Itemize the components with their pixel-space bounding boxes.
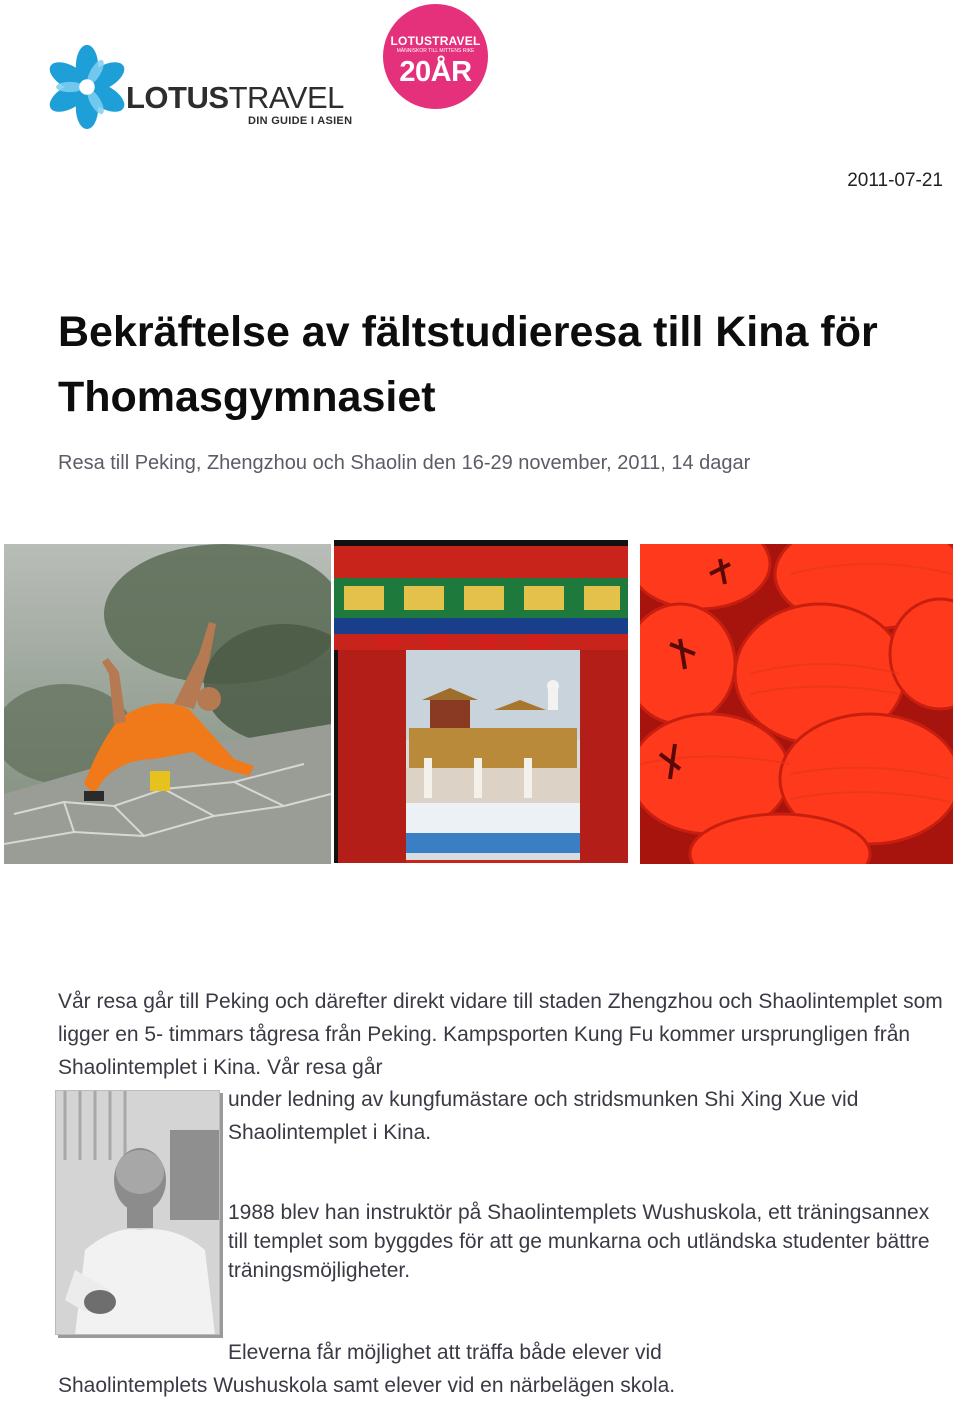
document-subtitle: Resa till Peking, Zhengzhou och Shaolin den 16-29 november, 2011, 14 dagar <box>58 452 751 474</box>
students-paragraph-line-2: Shaolintemplets Wushuskola samt elever vid en närbelägen skola. <box>58 1374 676 1397</box>
lotus-flower-logo-icon <box>44 44 130 130</box>
students-paragraph-line-1: Eleverna får möjlighet att träffa både elever vid <box>228 1341 662 1364</box>
photo-shi-xing-xue <box>55 1090 220 1335</box>
badge-brand: LOTUSTRAVEL <box>390 34 481 48</box>
photo-red-lanterns <box>640 544 953 864</box>
logo-tagline: DIN GUIDE I ASIEN <box>248 115 353 127</box>
company-logo-wordmark <box>126 80 344 116</box>
logo-word-light: TRAVEL <box>228 80 344 115</box>
photo-forbidden-city-gate <box>334 540 628 863</box>
document-date: 2011-07-21 <box>847 170 943 191</box>
intro-paragraph-continued: under ledning av kungfumästare och stridsmunken Shi Xing Xue vid Shaolintemplet i Kina. <box>228 1088 859 1144</box>
logo-word-bold: LOTUS <box>126 80 229 115</box>
intro-paragraph: Vår resa går till Peking och därefter direkt vidare till staden Zhengzhou och Shaolintemplet som ligger en 5- timmars tågresa från Peking. Kampsporten Kung Fu kommer ursprungligen från Shaolintemplet i Kina. Vår resa går <box>58 990 943 1079</box>
instructor-paragraph: 1988 blev han instruktör på Shaolintemplets Wushuskola, ett träningsannex till templet som byggdes för att ge munkarna och utländska studenter bättre träningsmöjligheter. <box>228 1201 930 1282</box>
photo-shaolin-monk <box>4 544 331 864</box>
anniversary-badge <box>383 4 488 109</box>
document-title: Bekräftelse av fältstudieresa till Kina för Thomasgymnasiet <box>58 308 878 421</box>
badge-years: 20ÅR <box>399 56 472 88</box>
badge-subline: MÄNNISKOR TILL MITTENS RIKE <box>396 48 475 54</box>
